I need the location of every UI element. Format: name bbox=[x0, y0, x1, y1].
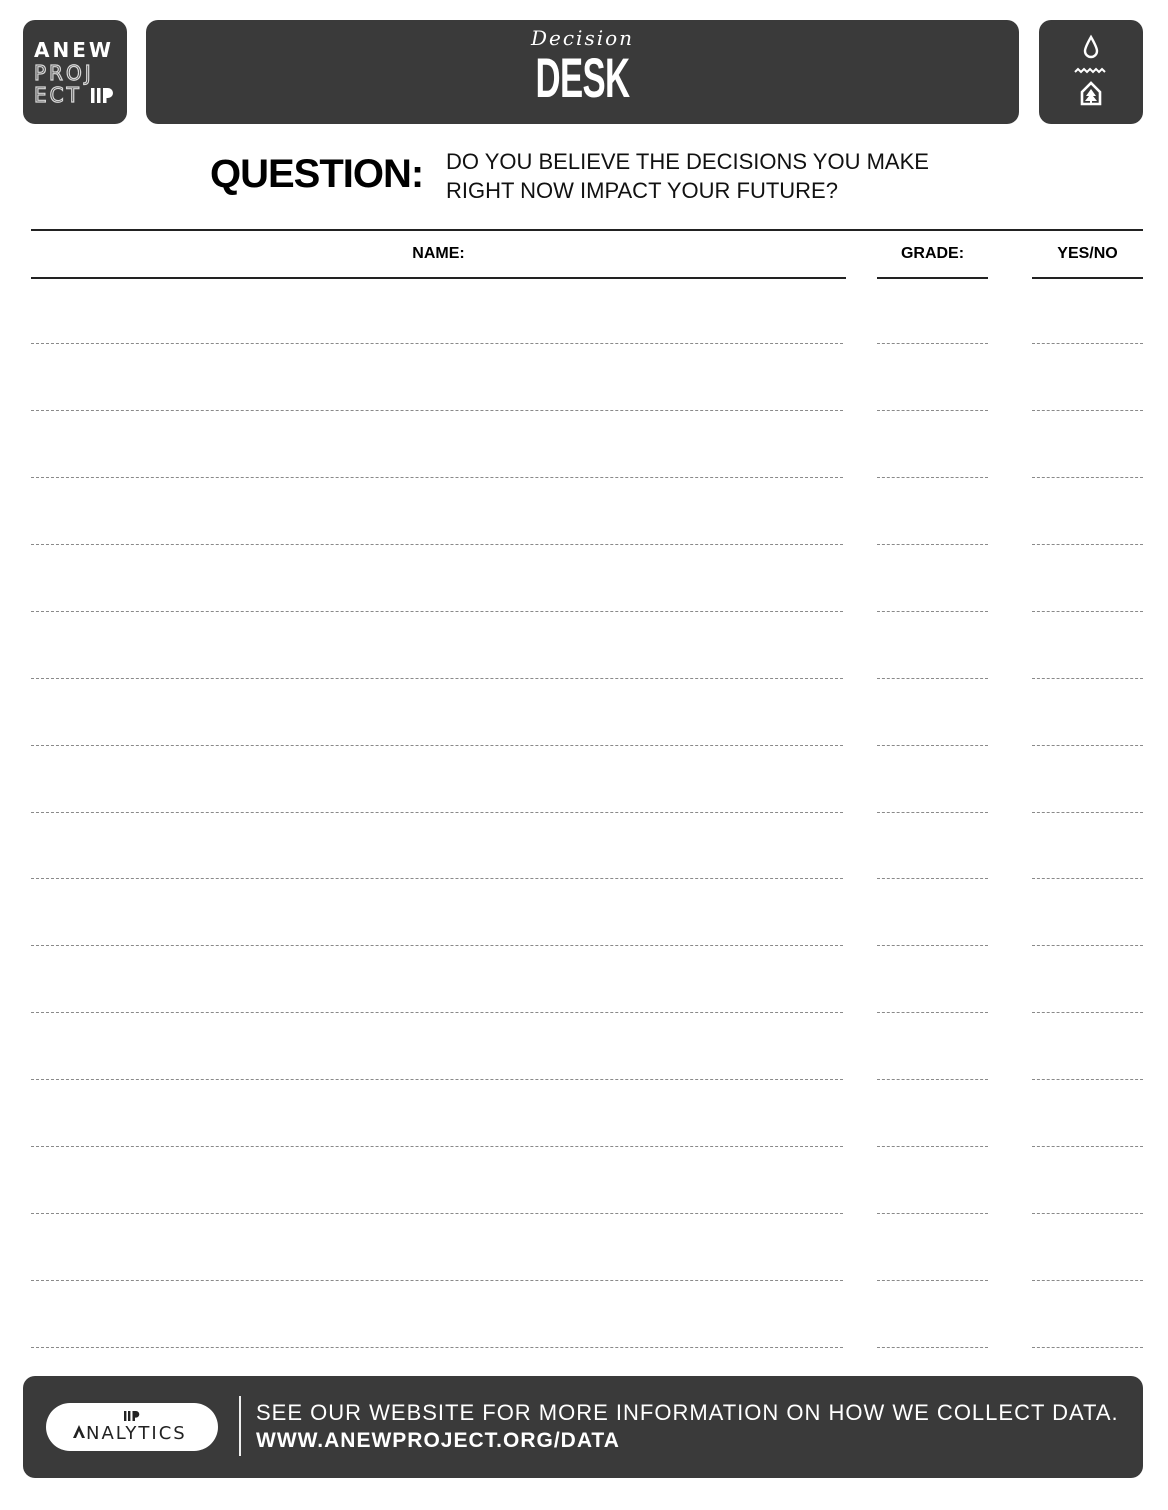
question-text-line-1: DO YOU BELIEVE THE DECISIONS YOU MAKE bbox=[446, 149, 929, 174]
yes-no-entry-line bbox=[1032, 1146, 1143, 1147]
name-entry-line bbox=[31, 1146, 843, 1147]
name-header-rule bbox=[31, 277, 846, 279]
name-entry-line bbox=[31, 1213, 843, 1214]
grade-entry-line bbox=[877, 1079, 988, 1080]
name-entry-line bbox=[31, 544, 843, 545]
grade-entry-line bbox=[877, 678, 988, 679]
ap-monogram-icon bbox=[90, 86, 114, 104]
yes-no-entry-line bbox=[1032, 477, 1143, 478]
question-text-line-2: RIGHT NOW IMPACT YOUR FUTURE? bbox=[446, 178, 838, 203]
ap-monogram-icon bbox=[124, 1411, 140, 1421]
analytics-badge-label: NALYTICS bbox=[86, 1423, 187, 1444]
footer-info-text: SEE OUR WEBSITE FOR MORE INFORMATION ON HOW WE COLLECT DATA. bbox=[256, 1400, 1119, 1425]
tree-house-icon bbox=[1082, 83, 1100, 104]
yes-no-entry-line bbox=[1032, 1213, 1143, 1214]
grade-entry-line bbox=[877, 1280, 988, 1281]
yes-no-entry-line bbox=[1032, 544, 1143, 545]
grade-entry-line bbox=[877, 1012, 988, 1013]
name-entry-line bbox=[31, 812, 843, 813]
name-entry-line bbox=[31, 1012, 843, 1013]
grade-entry-line bbox=[877, 611, 988, 612]
grade-entry-line bbox=[877, 1347, 988, 1348]
water-drop-icon bbox=[1085, 37, 1097, 57]
yes-no-entry-line bbox=[1032, 1280, 1143, 1281]
icon-panel bbox=[1039, 20, 1143, 124]
title-script: Decision bbox=[530, 26, 635, 50]
grade-entry-line bbox=[877, 477, 988, 478]
yes-no-entry-line bbox=[1032, 878, 1143, 879]
name-entry-line bbox=[31, 611, 843, 612]
question-label: QUESTION: bbox=[210, 152, 424, 196]
yes-no-entry-line bbox=[1032, 611, 1143, 612]
yes-no-entry-line bbox=[1032, 410, 1143, 411]
column-header-yes-no: YES/NO bbox=[1057, 245, 1118, 262]
grade-entry-line bbox=[877, 878, 988, 879]
footer-divider bbox=[239, 1396, 241, 1456]
logo-line-proj: PROJ bbox=[34, 61, 94, 85]
name-entry-line bbox=[31, 945, 843, 946]
name-entry-line bbox=[31, 745, 843, 746]
table-top-rule bbox=[31, 229, 1143, 231]
name-entry-line bbox=[31, 1347, 843, 1348]
yes-no-entry-line bbox=[1032, 945, 1143, 946]
name-entry-line bbox=[31, 343, 843, 344]
grade-entry-line bbox=[877, 1213, 988, 1214]
grade-entry-line bbox=[877, 544, 988, 545]
yes-no-entry-line bbox=[1032, 343, 1143, 344]
column-header-name: NAME: bbox=[412, 245, 465, 262]
yes-no-entry-line bbox=[1032, 812, 1143, 813]
icon-panel-graphic bbox=[1039, 20, 1143, 124]
grade-header-rule bbox=[877, 277, 988, 279]
title-banner bbox=[146, 20, 1019, 124]
analytics-a-mark-icon bbox=[72, 1423, 86, 1439]
name-entry-line bbox=[31, 1280, 843, 1281]
page-title: DESK bbox=[535, 46, 630, 109]
footer-website-link[interactable]: WWW.ANEWPROJECT.ORG/DATA bbox=[256, 1429, 620, 1452]
grade-entry-line bbox=[877, 343, 988, 344]
column-header-grade: GRADE: bbox=[900, 245, 965, 262]
grade-entry-line bbox=[877, 745, 988, 746]
footer-banner bbox=[23, 1376, 1143, 1478]
yes-no-entry-line bbox=[1032, 1079, 1143, 1080]
yes-no-header-rule bbox=[1032, 277, 1143, 279]
logo-line-ect: ECT bbox=[34, 83, 82, 107]
name-entry-line bbox=[31, 878, 843, 879]
grade-entry-line bbox=[877, 812, 988, 813]
name-entry-line bbox=[31, 477, 843, 478]
name-entry-line bbox=[31, 1079, 843, 1080]
logo-line-anew: ANEW bbox=[34, 38, 114, 62]
grade-entry-line bbox=[877, 410, 988, 411]
yes-no-entry-line bbox=[1032, 678, 1143, 679]
wave-icon bbox=[1075, 69, 1105, 72]
anew-project-logo bbox=[23, 20, 127, 124]
yes-no-entry-line bbox=[1032, 1347, 1143, 1348]
analytics-badge bbox=[46, 1403, 218, 1451]
name-entry-line bbox=[31, 410, 843, 411]
grade-entry-line bbox=[877, 1146, 988, 1147]
grade-entry-line bbox=[877, 945, 988, 946]
yes-no-entry-line bbox=[1032, 745, 1143, 746]
yes-no-entry-line bbox=[1032, 1012, 1143, 1013]
name-entry-line bbox=[31, 678, 843, 679]
